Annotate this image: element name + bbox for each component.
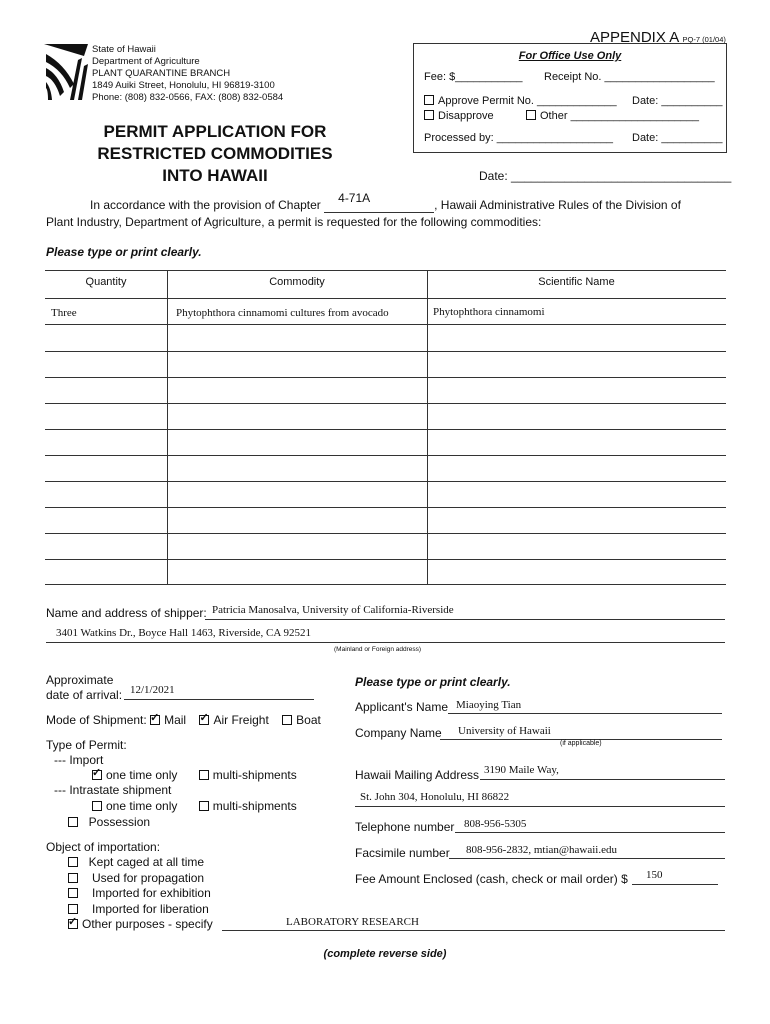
title-line: PERMIT APPLICATION FOR	[103, 122, 327, 141]
obj-caged-checkbox[interactable]	[68, 857, 78, 867]
boat-label: Boat	[296, 713, 321, 727]
complete-reverse-note: (complete reverse side)	[323, 948, 447, 960]
commodity-table	[45, 270, 726, 584]
mailing-label: Hawaii Mailing Address	[355, 768, 480, 782]
shipper-label: Name and address of shipper:	[46, 606, 207, 620]
title-line: INTO HAWAII	[162, 166, 268, 185]
mail-label: Mail	[164, 713, 187, 727]
multi-label-2: multi-shipments	[212, 799, 297, 813]
import-one-time-checkbox[interactable]	[92, 770, 102, 780]
please-type-note-2: Please type or print clearly.	[355, 675, 511, 689]
air-freight-checkbox[interactable]	[199, 715, 209, 725]
date-field[interactable]: Date: _________________________________	[479, 169, 732, 183]
title-line: RESTRICTED COMMODITIES	[97, 144, 333, 163]
approve-checkbox[interactable]	[424, 95, 434, 105]
object-label: Object of importation:	[46, 840, 161, 854]
approve-label: Approve Permit No. _____________	[438, 95, 617, 107]
mode-label: Mode of Shipment:	[46, 713, 147, 727]
intrastate-one-time-checkbox[interactable]	[92, 801, 102, 811]
intro-text: In accordance with the provision of Chapter	[90, 198, 321, 212]
object-row-2	[68, 871, 204, 885]
agency-line: PLANT QUARANTINE BRANCH	[92, 68, 231, 79]
form-code: PQ-7 (01/04)	[682, 35, 726, 44]
obj-liberation-checkbox[interactable]	[68, 904, 78, 914]
shipper-line1[interactable]: Patricia Manosalva, University of California-Riverside	[212, 604, 454, 616]
import-options	[92, 768, 297, 782]
applicant-label: Applicant's Name	[355, 700, 448, 714]
boat-checkbox[interactable]	[282, 715, 292, 725]
fee-value[interactable]: 150	[646, 869, 663, 881]
appendix-text: APPENDIX A	[590, 29, 679, 46]
form-title	[70, 121, 360, 187]
agency-line: Phone: (808) 832-0566, FAX: (808) 832-0584	[92, 92, 284, 103]
obj-propagation-label: Used for propagation	[92, 871, 205, 885]
disapprove-checkbox[interactable]	[424, 110, 434, 120]
company-label: Company Name	[355, 726, 442, 740]
air-freight-label: Air Freight	[213, 713, 269, 727]
mailing-line1[interactable]: 3190 Maile Way,	[484, 764, 559, 776]
intrastate-options	[92, 799, 297, 813]
agency-line: Department of Agriculture	[92, 56, 200, 67]
other-checkbox[interactable]	[526, 110, 536, 120]
processed-by: Processed by: ___________________	[424, 132, 613, 144]
shipper-note: (Mainland or Foreign address)	[334, 646, 422, 653]
intro-line1	[90, 191, 681, 213]
agency-line: 1849 Auiki Street, Honolulu, HI 96819-3100	[92, 80, 275, 91]
one-time-label: one time only	[106, 768, 178, 782]
office-use-box	[413, 43, 727, 153]
disapprove-label: Disapprove	[438, 110, 494, 122]
object-row-5	[68, 917, 213, 931]
processed-date: Date: __________	[632, 132, 723, 144]
fax-value[interactable]: 808-956-2832, mtian@hawaii.edu	[466, 844, 617, 856]
receipt-field: Receipt No. __________________	[544, 71, 715, 83]
other-row	[526, 110, 699, 122]
agency-block	[92, 44, 283, 104]
obj-propagation-checkbox[interactable]	[68, 873, 78, 883]
intro-text-2: , Hawaii Administrative Rules of the Division of	[434, 198, 681, 212]
intrastate-multi-checkbox[interactable]	[199, 801, 209, 811]
chapter-field[interactable]	[324, 191, 434, 213]
obj-liberation-label: Imported for liberation	[92, 902, 209, 916]
col-header-commodity: Commodity	[269, 276, 325, 288]
obj-exhibition-checkbox[interactable]	[68, 888, 78, 898]
possession-row	[68, 815, 150, 829]
import-label: --- Import	[54, 753, 104, 767]
phone-label: Telephone number	[355, 820, 455, 834]
if-applicable-note: (if applicable)	[560, 740, 602, 747]
intrastate-label: --- Intrastate shipment	[54, 783, 172, 797]
col-header-scientific-name: Scientific Name	[538, 276, 615, 288]
approx-label-2: date of arrival:	[46, 688, 123, 702]
object-row-1	[68, 855, 204, 869]
disapprove-row	[424, 110, 494, 122]
obj-other-label: Other purposes - specify	[82, 917, 213, 931]
agency-line: State of Hawaii	[92, 44, 156, 55]
possession-label: Possession	[88, 815, 151, 829]
col-header-quantity: Quantity	[85, 276, 127, 288]
type-of-permit-label: Type of Permit:	[46, 738, 127, 752]
multi-label: multi-shipments	[212, 768, 297, 782]
other-purpose-value[interactable]: LABORATORY RESEARCH	[286, 916, 419, 928]
mail-checkbox[interactable]	[150, 715, 160, 725]
table-cell-scientific-name[interactable]: Phytophthora cinnamomi	[433, 306, 545, 318]
phone-value[interactable]: 808-956-5305	[464, 818, 527, 830]
obj-other-checkbox[interactable]	[68, 919, 78, 929]
mode-of-shipment	[46, 713, 321, 727]
approve-row	[424, 95, 617, 107]
one-time-label-2: one time only	[106, 799, 178, 813]
approx-label-1: Approximate	[46, 673, 114, 687]
chapter-value: 4-71A	[338, 191, 371, 205]
hawaii-agriculture-logo	[44, 44, 90, 102]
mailing-line2[interactable]: St. John 304, Honolulu, HI 86822	[360, 791, 510, 803]
intro-line2: Plant Industry, Department of Agriculture, a permit is requested for the following commodities:	[46, 215, 542, 229]
obj-caged-label: Kept caged at all time	[88, 855, 205, 869]
table-cell-commodity[interactable]: Phytophthora cinnamomi cultures from avocado	[176, 307, 389, 319]
table-cell-quantity[interactable]: Three	[51, 307, 77, 319]
office-use-title: For Office Use Only	[518, 50, 622, 62]
object-row-4	[68, 902, 209, 916]
arrival-date-value[interactable]: 12/1/2021	[130, 684, 175, 696]
obj-exhibition-label: Imported for exhibition	[92, 886, 211, 900]
fee-label: Fee Amount Enclosed (cash, check or mail order) $	[355, 872, 628, 886]
shipper-line2[interactable]: 3401 Watkins Dr., Boyce Hall 1463, Riverside, CA 92521	[56, 627, 311, 639]
fax-label: Facsimile number	[355, 846, 450, 860]
applicant-value[interactable]: Miaoying Tian	[456, 699, 522, 711]
fee-field: Fee: $___________	[424, 71, 523, 83]
object-row-3	[68, 886, 211, 900]
import-multi-checkbox[interactable]	[199, 770, 209, 780]
please-type-note: Please type or print clearly.	[46, 245, 202, 259]
other-label: Other _____________________	[540, 110, 700, 122]
approve-date: Date: __________	[632, 95, 723, 107]
possession-checkbox[interactable]	[68, 817, 78, 827]
company-value[interactable]: University of Hawaii	[458, 725, 551, 737]
